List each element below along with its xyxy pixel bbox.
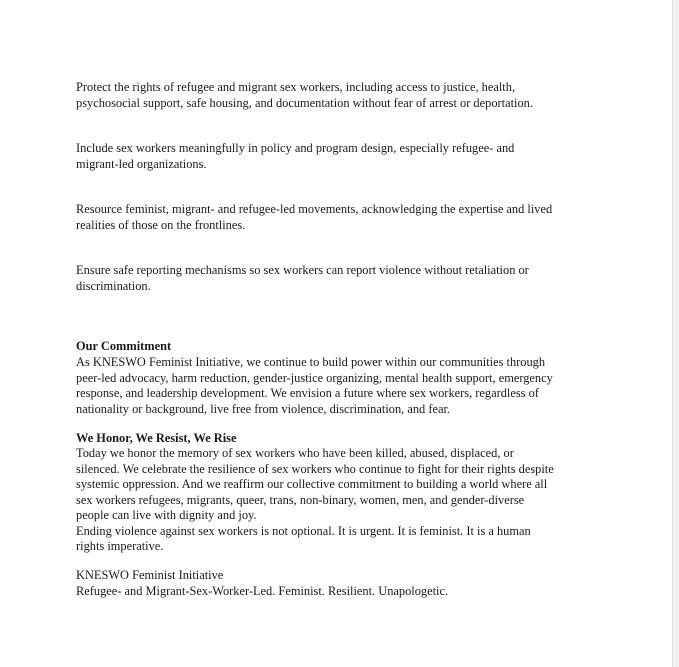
honor-line: Today we honor the memory of sex workers who have been killed, abused, displaced, or [76,446,514,460]
commitment-line: response, and leadership development. We envision a future where sex workers, regardless of [76,386,539,400]
honor-line: sex workers refugees, migrants, queer, trans, non-binary, women, men, and gender-diverse [76,492,525,507]
signature-org: KNESWO Feminist Initiative [76,568,224,582]
demand-protect-rights: Protect the rights of refugee and migrant sex workers, including access to justice, health, psychosocial support, safe housing, and documentation without fear of arrest or deportation. [76,80,533,110]
commitment-line: As KNESWO Feminist Initiative, we continue to build power within our communities through [76,355,546,369]
honor-line: systemic oppression. And we reaffirm our collective commitment to building a world where all [76,477,548,491]
honor-line: rights imperative. [76,539,164,553]
commitment-line: peer-led advocacy, harm reduction, gender-justice organizing, mental health support, emergency [76,370,553,385]
honor-line: Ending violence against sex workers is not optional. It is urgent. It is feminist. It is a human [76,523,531,538]
honor-heading: We Honor, We Resist, We Rise [76,431,237,445]
demand-safe-reporting: Ensure safe reporting mechanisms so sex workers can report violence without retaliation or discrimination. [76,263,529,293]
signature-tagline: Refugee- and Migrant-Sex-Worker-Led. Feminist. Resilient. Unapologetic. [76,583,449,598]
commitment-line: nationality or background, live free from violence, discrimination, and fear. [76,401,450,416]
honor-line: silenced. We celebrate the resilience of sex workers who continue to fight for their rights despite [76,461,554,476]
commitment-heading: Our Commitment [76,339,172,353]
scrollbar-gutter[interactable] [672,0,679,667]
demand-include-sex-workers: Include sex workers meaningfully in policy and program design, especially refugee- and migrant-led organizations. [76,141,515,171]
demand-resource-movements: Resource feminist, migrant- and refugee-led movements, acknowledging the expertise and lived realities of those on the frontlines. [76,202,553,232]
honor-line: people can live with dignity and joy. [76,508,257,522]
honor-body [76,446,606,555]
signature-block [76,568,606,599]
commitment-body [76,355,606,417]
